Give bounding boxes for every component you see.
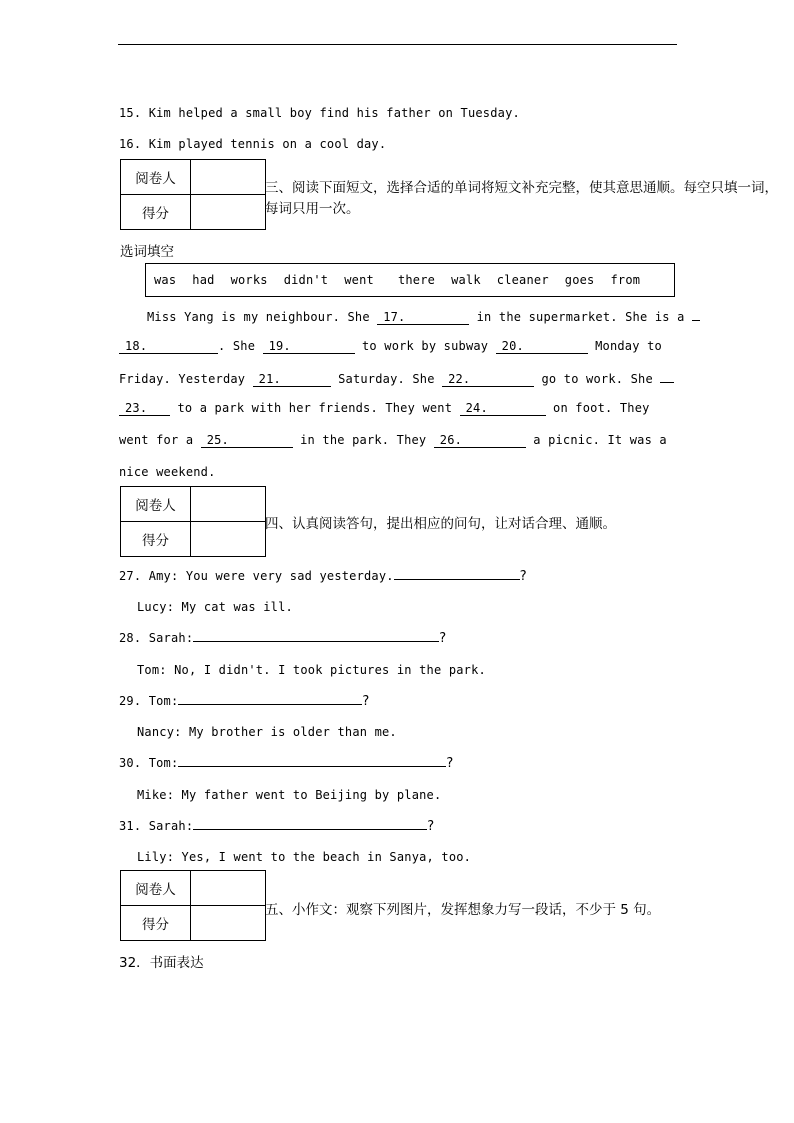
blank-17[interactable]: 17. (377, 310, 469, 325)
score-cell[interactable] (191, 522, 266, 557)
answer-line-29[interactable] (178, 692, 362, 705)
blank-19[interactable]: 19. (263, 339, 355, 354)
question-31: 31. Sarah: ? (119, 819, 435, 834)
reply-31: Lily: Yes, I went to the beach in Sanya, too. (137, 850, 472, 864)
reply-30: Mike: My father went to Beijing by plane. (137, 788, 442, 802)
score-table-section3 (120, 159, 266, 230)
score-table-section4 (120, 486, 266, 557)
score-cell[interactable] (191, 195, 266, 230)
score-cell[interactable] (191, 906, 266, 941)
score-label: 得分 (121, 522, 191, 557)
section5-instruction: 五、小作文：观察下列图片，发挥想象力写一段话，不少于 5 句。 (265, 902, 661, 918)
reply-28: Tom: No, I didn't. I took pictures in the park. (137, 663, 486, 677)
header-rule (118, 44, 677, 45)
question-27: 27. Amy: You were very sad yesterday. ? (119, 569, 527, 584)
reply-29: Nancy: My brother is older than me. (137, 725, 397, 739)
blank-25[interactable]: 25. (201, 433, 293, 448)
question-29: 29. Tom: ? (119, 694, 370, 709)
score-label: 得分 (121, 195, 191, 230)
blank-22[interactable]: 22. (442, 372, 534, 387)
word-bank (145, 263, 675, 297)
word-bank-item: didn't (283, 273, 329, 287)
passage-line-3: Friday. Yesterday 21. Saturday. She 22. go to work. She (119, 370, 674, 387)
blank-18[interactable]: 18. (119, 339, 218, 354)
word-bank-item: goes (564, 273, 595, 287)
word-bank-item: works (230, 273, 268, 287)
passage-line-2: 18. . She 19. to work by subway 20. Monday to (119, 339, 662, 354)
blank-24[interactable]: 24. (460, 401, 546, 416)
blank-23[interactable]: 23. (119, 401, 170, 416)
word-bank-item: walk (451, 273, 481, 287)
passage-line-6: nice weekend. (119, 465, 216, 479)
word-bank-item: went (344, 273, 374, 287)
reply-27: Lucy: My cat was ill. (137, 600, 293, 614)
section3-instruction: 三、阅读下面短文，选择合适的单词将短文补充完整，使其意思通顺。每空只填一词， (265, 180, 778, 196)
answer-line-31[interactable] (193, 817, 427, 830)
grader-label: 阅卷人 (121, 871, 191, 906)
question-15: 15. Kim helped a small boy find his father on Tuesday. (119, 106, 520, 120)
grader-cell[interactable] (191, 487, 266, 522)
section3-subtitle: 选词填空 (120, 244, 174, 260)
answer-line-30[interactable] (178, 754, 446, 767)
score-label: 得分 (121, 906, 191, 941)
section4-instruction: 四、认真阅读答句，提出相应的问句，让对话合理、通顺。 (265, 516, 616, 532)
blank-21[interactable]: 21. (253, 372, 331, 387)
answer-line-28[interactable] (193, 629, 439, 642)
passage-line-4: 23. to a park with her friends. They went 24. on foot. They (119, 401, 650, 416)
word-bank-item: was (154, 273, 177, 287)
question-32: 32．书面表达 (119, 955, 204, 971)
grader-label: 阅卷人 (121, 487, 191, 522)
grader-cell[interactable] (191, 871, 266, 906)
grader-label: 阅卷人 (121, 160, 191, 195)
word-bank-item: from (610, 273, 641, 287)
passage-line-5: went for a 25. in the park. They 26. a picnic. It was a (119, 433, 667, 447)
blank-26[interactable]: 26. (434, 433, 526, 448)
word-bank-item: there (397, 273, 436, 287)
score-table-section5 (120, 870, 266, 941)
word-bank-item: cleaner (496, 273, 549, 287)
word-bank-item: had (192, 273, 215, 287)
passage-line-1: Miss Yang is my neighbour. She 17. in the supermarket. She is a (147, 308, 700, 325)
question-30: 30. Tom: ? (119, 756, 454, 771)
blank-20[interactable]: 20. (496, 339, 588, 354)
section3-instruction-cont: 每词只用一次。 (265, 201, 360, 217)
grader-cell[interactable] (191, 160, 266, 195)
answer-line-27[interactable] (394, 567, 520, 580)
question-28: 28. Sarah: ? (119, 631, 447, 646)
question-16: 16. Kim played tennis on a cool day. (119, 137, 387, 151)
